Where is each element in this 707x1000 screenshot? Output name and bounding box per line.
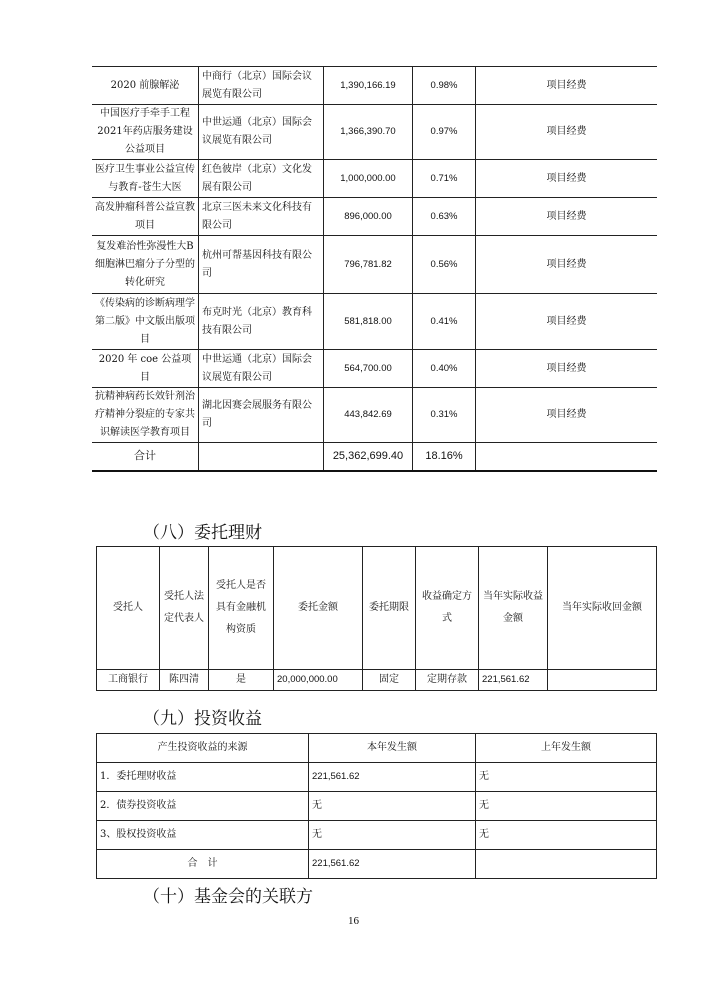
header-cell: 收益确定方式 bbox=[416, 547, 479, 670]
organization-cell: 中世运通（北京）国际会议展览有限公司 bbox=[199, 105, 324, 160]
project-expense-table bbox=[92, 66, 657, 472]
table-row bbox=[92, 388, 657, 443]
table-cell bbox=[476, 443, 658, 471]
table-cell: 定期存款 bbox=[416, 670, 479, 691]
organization-cell: 红色彼岸（北京）文化发展有限公司 bbox=[199, 160, 324, 198]
table-cell: 3、股权投资收益 bbox=[97, 821, 309, 850]
usage-cell: 项目经费 bbox=[476, 67, 658, 105]
percentage-cell: 0.98% bbox=[413, 67, 476, 105]
table-cell: 固定 bbox=[363, 670, 416, 691]
table-cell bbox=[548, 670, 657, 691]
amount-cell: 443,842.69 bbox=[324, 388, 413, 443]
table-cell bbox=[199, 443, 324, 471]
table-cell: 221,561.62 bbox=[309, 763, 476, 792]
section-title-entrusted-finance: （八）委托理财 bbox=[143, 523, 262, 543]
table-total-row bbox=[92, 443, 657, 471]
usage-cell: 项目经费 bbox=[476, 388, 658, 443]
project-name-cell: 抗精神病药长效针剂治疗精神分裂症的专家共识解读医学教育项目 bbox=[92, 388, 199, 443]
amount-cell: 796,781.82 bbox=[324, 236, 413, 294]
table-row bbox=[97, 792, 657, 821]
header-cell: 受托人法定代表人 bbox=[160, 547, 209, 670]
table-cell: 221,561.62 bbox=[479, 670, 548, 691]
amount-cell: 1,390,166.19 bbox=[324, 67, 413, 105]
usage-cell: 项目经费 bbox=[476, 160, 658, 198]
organization-cell: 布克时光（北京）教育科技有限公司 bbox=[199, 294, 324, 350]
investment-income-table bbox=[96, 733, 657, 879]
table-cell: 无 bbox=[476, 763, 657, 792]
table-cell: 无 bbox=[476, 821, 657, 850]
header-cell: 受托人 bbox=[97, 547, 160, 670]
table-header-row bbox=[97, 734, 657, 763]
table-total-row bbox=[97, 850, 657, 879]
table-header-row bbox=[97, 547, 657, 670]
project-name-cell: 《传染病的诊断病理学第二版》中文版出版项目 bbox=[92, 294, 199, 350]
entrusted-finance-table bbox=[96, 546, 657, 691]
project-name-cell: 高发肿瘤科普公益宣教项目 bbox=[92, 198, 199, 236]
percentage-cell: 0.31% bbox=[413, 388, 476, 443]
table-row bbox=[92, 350, 657, 388]
table-row bbox=[97, 670, 657, 691]
header-cell: 当年实际收益金额 bbox=[479, 547, 548, 670]
usage-cell: 项目经费 bbox=[476, 105, 658, 160]
project-name-cell: 中国医疗手牵手工程2021年药店服务建设公益项目 bbox=[92, 105, 199, 160]
amount-cell: 564,700.00 bbox=[324, 350, 413, 388]
percentage-cell: 0.97% bbox=[413, 105, 476, 160]
organization-cell: 中世运通（北京）国际会议展览有限公司 bbox=[199, 350, 324, 388]
usage-cell: 项目经费 bbox=[476, 236, 658, 294]
project-name-cell: 2020 前腺解泌 bbox=[92, 67, 199, 105]
percentage-cell: 0.63% bbox=[413, 198, 476, 236]
organization-cell: 杭州可帮基因科技有限公司 bbox=[199, 236, 324, 294]
table-cell: 工商银行 bbox=[97, 670, 160, 691]
table-cell: 1．委托理财收益 bbox=[97, 763, 309, 792]
header-cell: 上年发生额 bbox=[476, 734, 657, 763]
table-row bbox=[97, 821, 657, 850]
usage-cell: 项目经费 bbox=[476, 350, 658, 388]
table-cell: 20,000,000.00 bbox=[274, 670, 363, 691]
project-name-cell: 2020 年 coe 公益项目 bbox=[92, 350, 199, 388]
amount-cell: 1,000,000.00 bbox=[324, 160, 413, 198]
header-cell: 当年实际收回金额 bbox=[548, 547, 657, 670]
table-row bbox=[92, 67, 657, 105]
usage-cell: 项目经费 bbox=[476, 294, 658, 350]
amount-cell: 581,818.00 bbox=[324, 294, 413, 350]
header-cell: 产生投资收益的来源 bbox=[97, 734, 309, 763]
amount-cell: 896,000.00 bbox=[324, 198, 413, 236]
table-cell: 221,561.62 bbox=[309, 850, 476, 879]
section-title-related-parties: （十）基金会的关联方 bbox=[143, 887, 313, 907]
table-row bbox=[92, 198, 657, 236]
total-label-cell: 合计 bbox=[92, 443, 199, 471]
table-cell: 陈四清 bbox=[160, 670, 209, 691]
header-cell: 受托人是否具有金融机构资质 bbox=[209, 547, 274, 670]
table-row bbox=[92, 105, 657, 160]
total-percentage-cell: 18.16% bbox=[413, 443, 476, 471]
total-amount-cell: 25,362,699.40 bbox=[324, 443, 413, 471]
percentage-cell: 0.56% bbox=[413, 236, 476, 294]
table-cell: 无 bbox=[309, 821, 476, 850]
organization-cell: 北京三医未来文化科技有限公司 bbox=[199, 198, 324, 236]
section-title-investment-income: （九）投资收益 bbox=[143, 709, 262, 729]
organization-cell: 湖北因赛会展服务有限公司 bbox=[199, 388, 324, 443]
table-cell: 2．债券投资收益 bbox=[97, 792, 309, 821]
header-cell: 委托期限 bbox=[363, 547, 416, 670]
amount-cell: 1,366,390.70 bbox=[324, 105, 413, 160]
percentage-cell: 0.71% bbox=[413, 160, 476, 198]
organization-cell: 中商行（北京）国际会议展览有限公司 bbox=[199, 67, 324, 105]
table-row bbox=[92, 160, 657, 198]
table-cell: 合 计 bbox=[97, 850, 309, 879]
header-cell: 本年发生额 bbox=[309, 734, 476, 763]
percentage-cell: 0.41% bbox=[413, 294, 476, 350]
table-cell: 无 bbox=[309, 792, 476, 821]
table-row bbox=[92, 236, 657, 294]
table-row bbox=[97, 763, 657, 792]
project-name-cell: 医疗卫生事业公益宣传与教育-苍生大医 bbox=[92, 160, 199, 198]
table-cell: 无 bbox=[476, 792, 657, 821]
project-name-cell: 复发难治性弥漫性大B细胞淋巴瘤分子分型的转化研究 bbox=[92, 236, 199, 294]
header-cell: 委托金额 bbox=[274, 547, 363, 670]
table-cell bbox=[476, 850, 657, 879]
usage-cell: 项目经费 bbox=[476, 198, 658, 236]
percentage-cell: 0.40% bbox=[413, 350, 476, 388]
page-number: 16 bbox=[348, 915, 359, 927]
table-cell: 是 bbox=[209, 670, 274, 691]
table-row bbox=[92, 294, 657, 350]
